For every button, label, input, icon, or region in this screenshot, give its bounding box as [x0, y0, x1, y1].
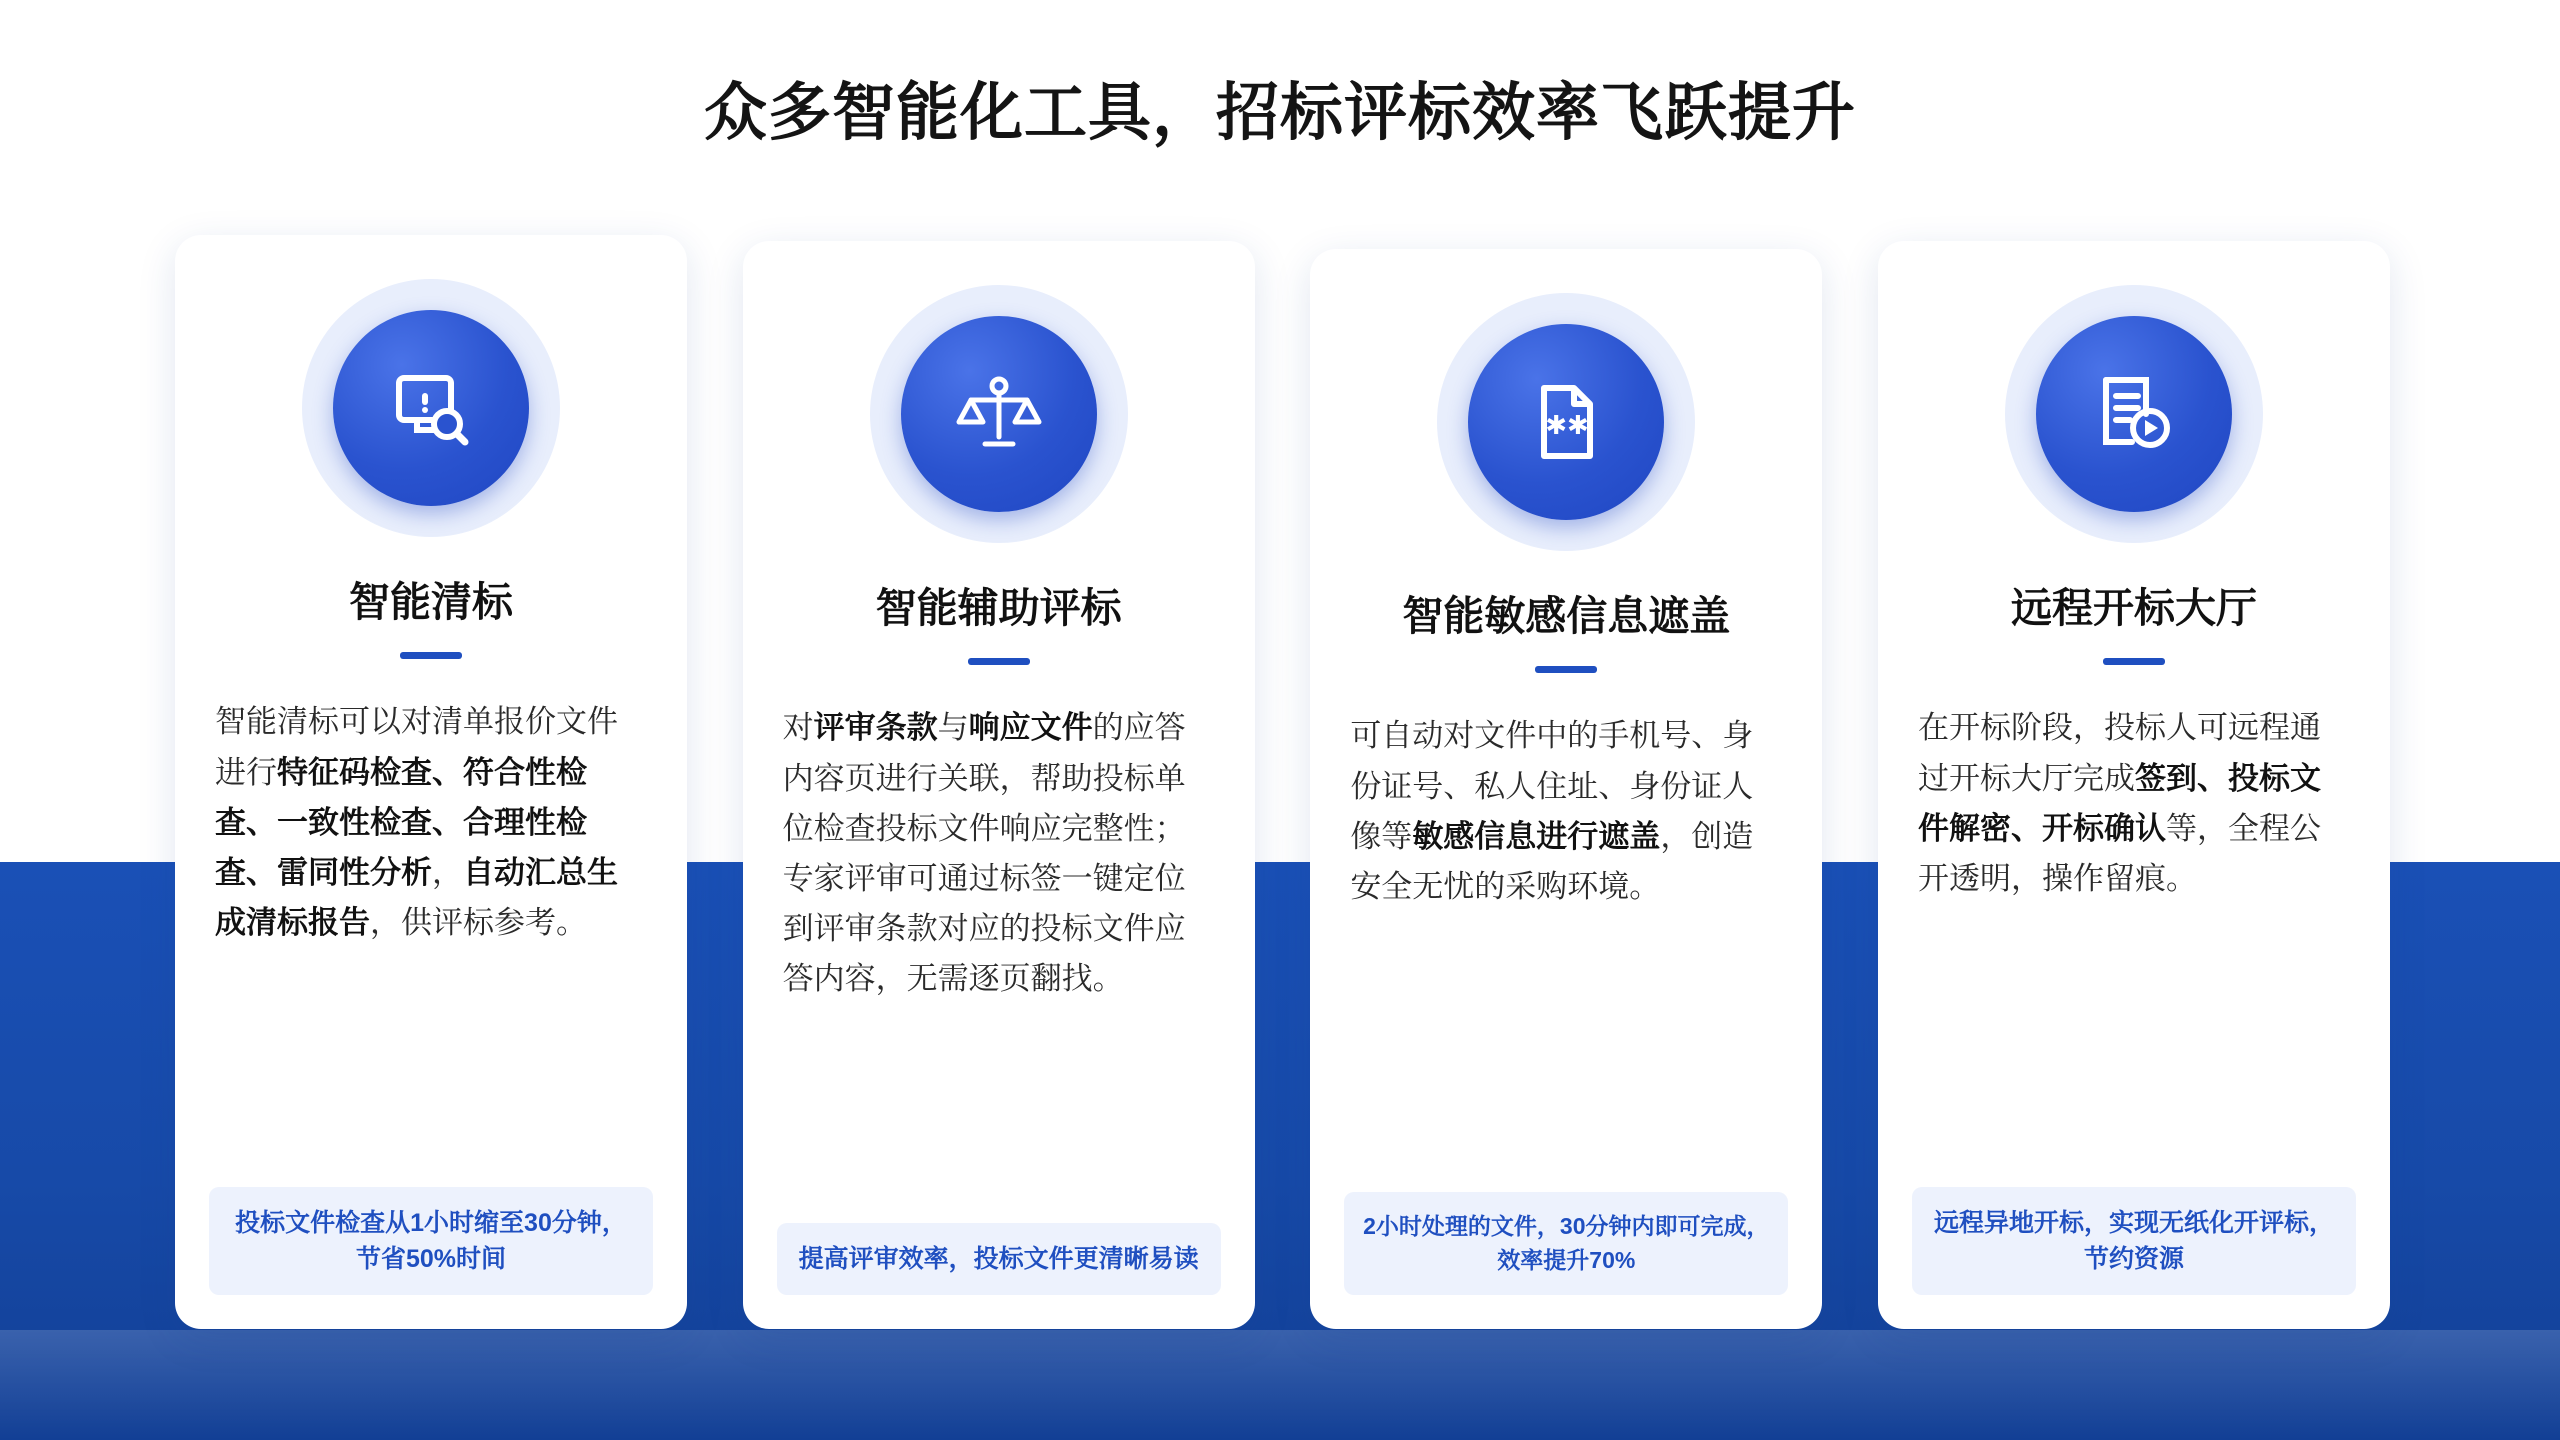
- title-underline: [968, 658, 1030, 665]
- title-underline: [2103, 658, 2165, 665]
- card-body: 对评审条款与响应文件的应答内容页进行关联，帮助投标单位检查投标文件响应完整性；专家评审可通过标签一键定位到评审条款对应的投标文件应答内容，无需逐页翻找。: [782, 710, 1186, 997]
- card-highlight-tag: 远程异地开标，实现无纸化开评标，节约资源: [1912, 1187, 2356, 1296]
- document-search-icon: [333, 310, 529, 506]
- card-body: 智能清标可以对清单报价文件进行特征码检查、符合性检查、一致性检查、合理性检查、雷同性分析，自动汇总生成清标报告，供评标参考。: [215, 704, 618, 941]
- feature-card[interactable]: [1310, 249, 1822, 1329]
- card-title: 智能清标: [349, 579, 513, 625]
- document-play-icon: [2036, 316, 2232, 512]
- icon-halo: [302, 279, 560, 537]
- icon-halo: [870, 285, 1128, 543]
- card-body: 在开标阶段，投标人可远程通过开标大厅完成签到、投标文件解密、开标确认等，全程公开透明，操作留痕。: [1917, 710, 2321, 896]
- card-highlight-tag: 投标文件检查从1小时缩至30分钟，节省50%时间: [209, 1187, 653, 1296]
- title-underline: [400, 652, 462, 659]
- balance-scale-icon: [901, 316, 1097, 512]
- card-title: 远程开标大厅: [2010, 585, 2257, 631]
- page-title: 众多智能化工具，招标评标效率飞跃提升: [704, 78, 1856, 148]
- feature-card[interactable]: [1878, 241, 2390, 1329]
- feature-card[interactable]: [175, 235, 687, 1329]
- document-mask-icon: [1468, 324, 1664, 520]
- feature-card[interactable]: [743, 241, 1255, 1329]
- svg-text:✱✱: ✱✱: [1545, 411, 1590, 441]
- icon-halo: [2005, 285, 2263, 543]
- card-title: 智能敏感信息遮盖: [1402, 593, 1731, 639]
- title-underline: [1535, 666, 1597, 673]
- card-body: 可自动对文件中的手机号、身份证号、私人住址、身份证人像等敏感信息进行遮盖，创造安全无忧的采购环境。: [1350, 718, 1754, 904]
- card-highlight-tag: 2小时处理的文件，30分钟内即可完成，效率提升70%: [1344, 1192, 1788, 1295]
- card-highlight-tag: 提高评审效率，投标文件更清晰易读: [777, 1223, 1221, 1295]
- feature-cards-row: [175, 235, 2390, 1329]
- card-title: 智能辅助评标: [875, 585, 1122, 631]
- icon-halo: [1437, 293, 1695, 551]
